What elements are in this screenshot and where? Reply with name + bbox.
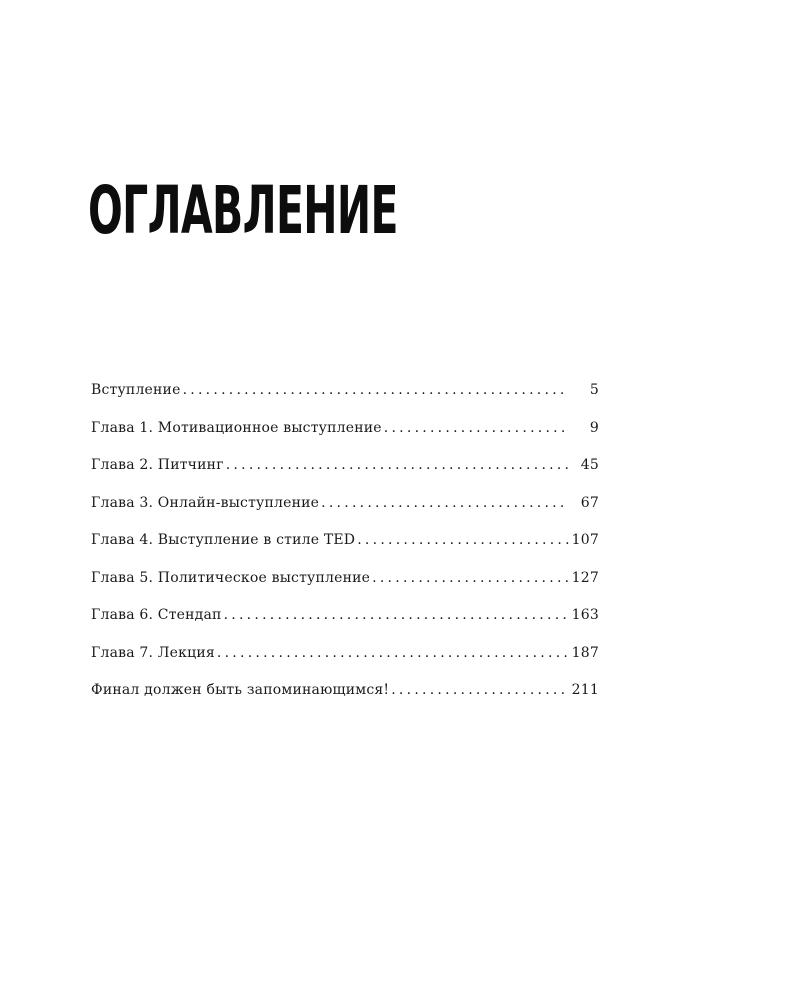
page-title: ОГЛАВЛЕНИЕ (88, 172, 398, 249)
table-of-contents (91, 382, 599, 720)
toc-entry-chapter-6[interactable] (91, 607, 599, 645)
toc-entry-page-number: 9 (589, 419, 599, 436)
toc-entry-introduction[interactable] (91, 382, 599, 420)
dot-leader (372, 570, 569, 586)
dot-leader (217, 645, 569, 661)
dot-leader (224, 607, 569, 623)
toc-entry-label: Глава 1. Мотивационное выступление (91, 419, 382, 436)
toc-entry-label: Глава 7. Лекция (91, 644, 215, 661)
toc-entry-page-number: 67 (580, 494, 599, 511)
toc-entry-label: Глава 5. Политическое выступление (91, 569, 371, 586)
toc-entry-page-number: 127 (571, 569, 599, 586)
toc-entry-page-number: 163 (571, 607, 599, 623)
dot-leader (384, 420, 569, 436)
toc-entry-finale[interactable] (91, 682, 599, 720)
toc-entry-chapter-4[interactable] (91, 532, 599, 570)
toc-entry-chapter-5[interactable] (91, 570, 599, 608)
toc-entry-page-number: 45 (580, 457, 599, 473)
toc-entry-label: Глава 6. Стендап (91, 607, 222, 623)
dot-leader (183, 382, 569, 398)
toc-entry-chapter-7[interactable] (91, 645, 599, 683)
toc-entry-label: Глава 3. Онлайн-выступление (91, 494, 320, 511)
toc-entry-chapter-1[interactable] (91, 420, 599, 458)
dot-leader (226, 457, 569, 473)
toc-entry-page-number: 211 (571, 682, 599, 698)
toc-entry-label: Глава 4. Выступление в стиле TED (91, 532, 356, 548)
toc-entry-page-number: 187 (571, 644, 599, 661)
toc-entry-chapter-2[interactable] (91, 457, 599, 495)
dot-leader (391, 682, 569, 698)
toc-entry-label: Финал должен быть запоминающимся! (91, 682, 390, 698)
toc-entry-chapter-3[interactable] (91, 495, 599, 533)
toc-entry-label: Вступление (91, 382, 181, 398)
dot-leader (357, 532, 569, 548)
toc-entry-page-number: 107 (571, 532, 599, 548)
dot-leader (321, 495, 569, 511)
toc-entry-label: Глава 2. Питчинг (91, 457, 224, 473)
toc-entry-page-number: 5 (589, 382, 599, 398)
